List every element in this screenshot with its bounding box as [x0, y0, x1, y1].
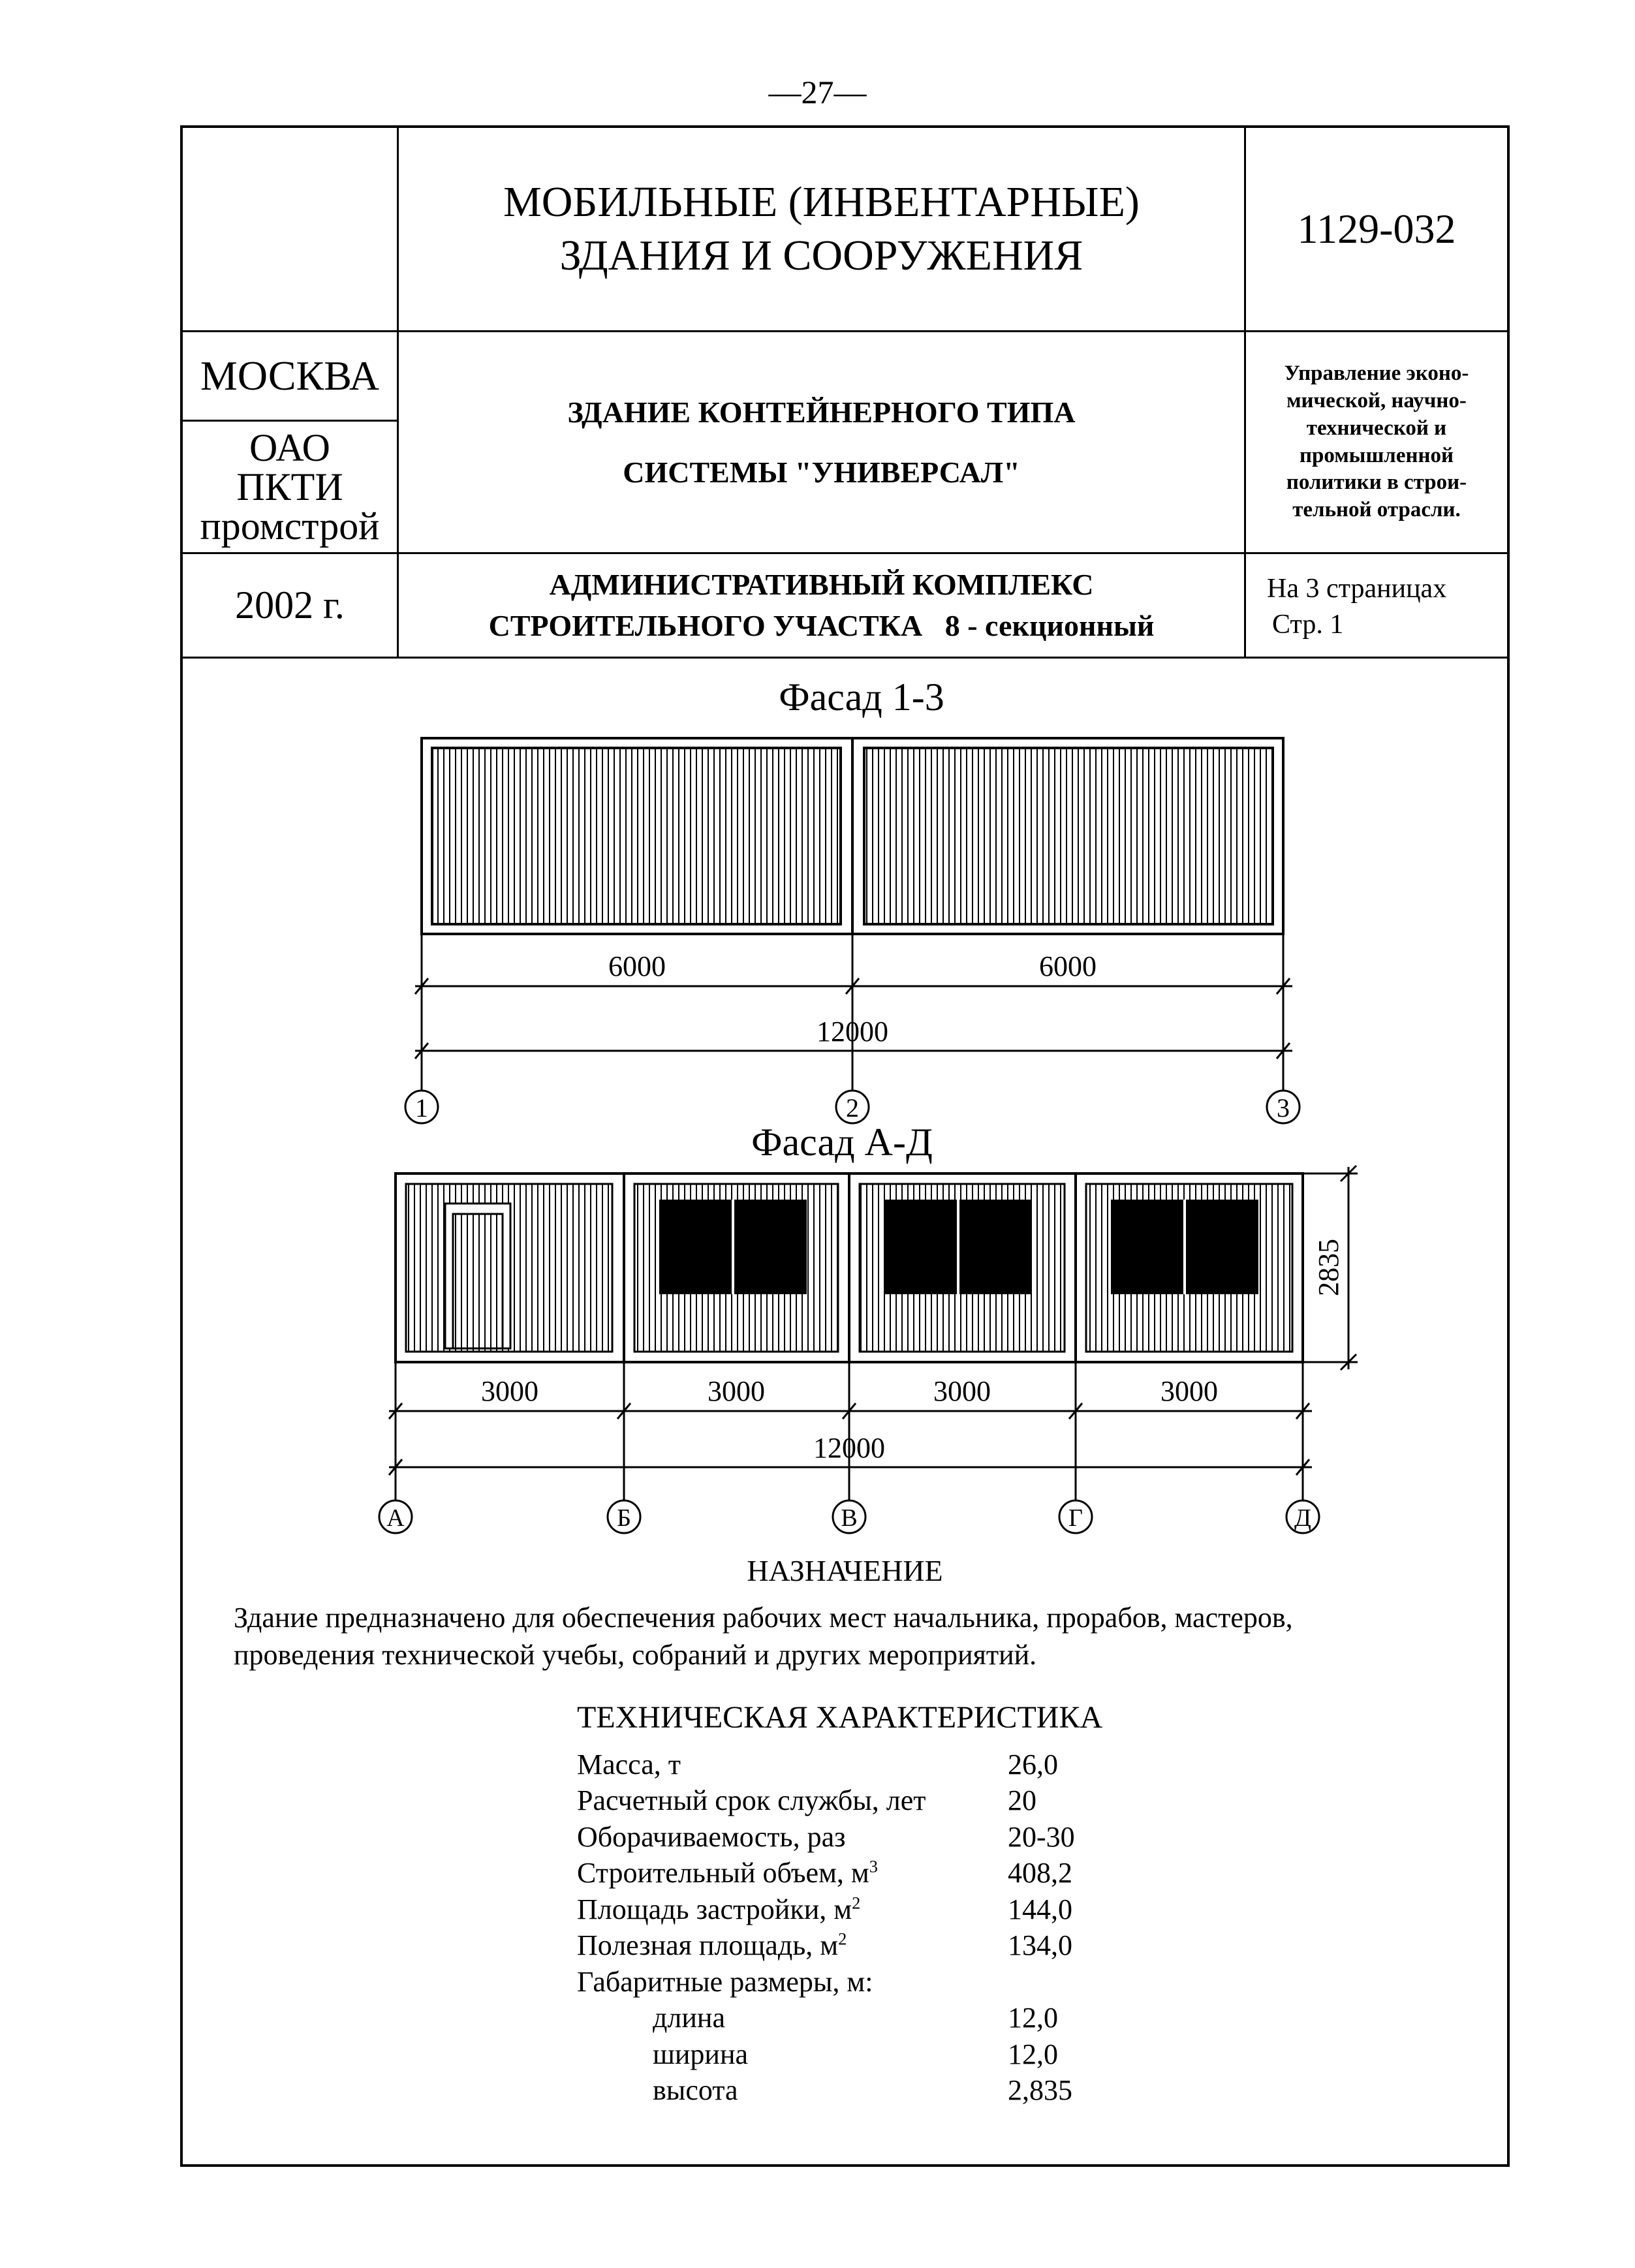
facade-a-d-dim-4: 3000 [1160, 1375, 1218, 1407]
spec-value: 408,2 [1008, 1857, 1072, 1889]
facade-drawings [183, 658, 1507, 1676]
spec-value: 12,0 [1008, 2038, 1058, 2070]
facade-a-d-total-dim: 12000 [813, 1432, 885, 1464]
spec-value: 2,835 [1008, 2074, 1072, 2106]
tech-spec-table [577, 1747, 1138, 2108]
axis-marker-d: Д [1294, 1504, 1311, 1532]
facade-1-3-dim-2: 6000 [1039, 950, 1097, 982]
spec-row [577, 1855, 1138, 1891]
facade-1-3-dimensions [415, 934, 1292, 1090]
series-title-line2: ЗДАНИЯ И СООРУЖЕНИЯ [559, 232, 1083, 279]
spec-row [577, 2000, 1138, 2036]
window [1111, 1200, 1258, 1294]
facade-a-d-dim-3: 3000 [933, 1375, 991, 1407]
authority [1246, 332, 1507, 552]
facade-a-d-axes [379, 1500, 1319, 1533]
authority-line: Управление эконо- [1284, 361, 1469, 385]
spec-value: 20 [1008, 1784, 1036, 1817]
complex-line2: СТРОИТЕЛЬНОГО УЧАСТКА 8 - секционный [488, 608, 1155, 642]
spec-row [577, 1747, 1138, 1782]
axis-marker-a: А [386, 1504, 405, 1532]
window [884, 1200, 1032, 1294]
spec-value: 26,0 [1008, 1748, 1058, 1780]
spec-value: 20-30 [1008, 1820, 1075, 1853]
axis-marker-g: Г [1068, 1504, 1083, 1532]
org-line1: ОАО [249, 426, 330, 469]
spec-row [577, 1819, 1138, 1855]
spec-row [577, 1891, 1138, 1927]
authority-line: политики в строи- [1286, 471, 1467, 495]
facade-1-3-title: Фасад 1-3 [779, 676, 944, 719]
authority-line: мической, научно- [1286, 388, 1467, 412]
facade-a-d-dim-2: 3000 [708, 1375, 765, 1407]
spec-row [577, 2036, 1138, 2072]
spec-label: Площадь застройки, $м^2$ [577, 1893, 861, 1925]
wall-panel [432, 748, 841, 924]
spec-unit-exponent: 2 [852, 1893, 861, 1913]
facade-1-3-dim-1: 6000 [608, 950, 666, 982]
authority-line: технической и [1306, 416, 1447, 440]
axis-marker-b: Б [617, 1504, 631, 1532]
axis-marker-1: 1 [415, 1093, 428, 1123]
page-number: —27— [768, 74, 867, 110]
axis-marker-2: 2 [846, 1093, 859, 1123]
year: 2002 г. [235, 583, 345, 627]
building-line2: СИСТЕМЫ "УНИВЕРСАЛ" [623, 455, 1020, 489]
spec-row [577, 1782, 1138, 1818]
series-title [399, 128, 1244, 330]
pages-count: На 3 страницах [1267, 574, 1447, 604]
purpose-line2: проведения технической учебы, собраний и других мероприятий. [234, 1639, 1037, 1671]
series-title-line1: МОБИЛЬНЫЕ (ИНВЕНТАРНЫЕ) [503, 178, 1140, 226]
spec-value [1008, 1964, 1138, 2000]
spec-label: ширина [653, 2038, 749, 2070]
building-line1: ЗДАНИЕ КОНТЕЙНЕРНОГО ТИПА [567, 395, 1076, 429]
authority-line: промышленной [1299, 443, 1454, 467]
facade-1-3-axes [405, 1091, 1300, 1123]
axis-marker-3: 3 [1277, 1093, 1290, 1123]
tech-title: ТЕХНИЧЕСКАЯ ХАРАКТЕРИСТИКА [577, 1700, 1103, 1735]
org-line3: промстрой [200, 505, 380, 548]
complex-line1: АДМИНИСТРАТИВНЫЙ КОМПЛЕКС [549, 568, 1094, 602]
wall-panel [864, 748, 1273, 924]
spec-label: высота [653, 2074, 738, 2106]
spec-row [577, 2072, 1138, 2108]
facade-1-3-total-dim: 12000 [817, 1016, 888, 1048]
spec-unit-exponent: 3 [869, 1856, 878, 1876]
spec-unit-exponent: 2 [838, 1929, 847, 1949]
series-code: 1129-032 [1297, 206, 1456, 252]
drawing-sheet-frame [180, 125, 1510, 2167]
organization [183, 422, 397, 552]
spec-label: Оборачиваемость, раз [577, 1820, 846, 1853]
spec-label: Габаритные размеры, м: [577, 1965, 873, 1998]
spec-value: 144,0 [1008, 1893, 1072, 1925]
facade-a-d-building [396, 1173, 1303, 1362]
spec-label: Расчетный срок службы, лет [577, 1784, 926, 1817]
facade-a-d-height-dim: 2835 [1313, 1239, 1345, 1296]
building-name [399, 332, 1244, 552]
purpose-line1: Здание предназначено для обеспечения рабочих мест начальника, прорабов, мастеров, [234, 1602, 1293, 1634]
authority-line: тельной отрасли. [1292, 498, 1461, 522]
purpose-title: НАЗНАЧЕНИЕ [747, 1554, 943, 1587]
city-label: МОСКВА [200, 352, 380, 399]
spec-row [577, 1927, 1138, 1963]
spec-label: длина [653, 2002, 725, 2034]
purpose-text [234, 1599, 1487, 1673]
facade-a-d-dim-1: 3000 [481, 1375, 538, 1407]
spec-label: Масса, т [577, 1748, 681, 1780]
spec-value: 12,0 [1008, 2002, 1058, 2034]
spec-value: 134,0 [1008, 1929, 1072, 1962]
facade-1-3-building [422, 738, 1283, 934]
page-info [1246, 554, 1507, 657]
page-current: Стр. 1 [1272, 609, 1344, 640]
complex-name [399, 554, 1244, 657]
facade-a-d-title: Фасад А-Д [751, 1121, 933, 1164]
window [659, 1200, 807, 1294]
spec-label: Полезная площадь, $м^2$ [577, 1929, 847, 1962]
spec-label: Строительный объем, $м^3$ [577, 1856, 878, 1889]
spec-row [577, 1964, 1138, 2000]
title-block [183, 128, 1507, 658]
axis-marker-v: В [841, 1504, 858, 1532]
org-line2: ПКТИ [236, 465, 343, 508]
